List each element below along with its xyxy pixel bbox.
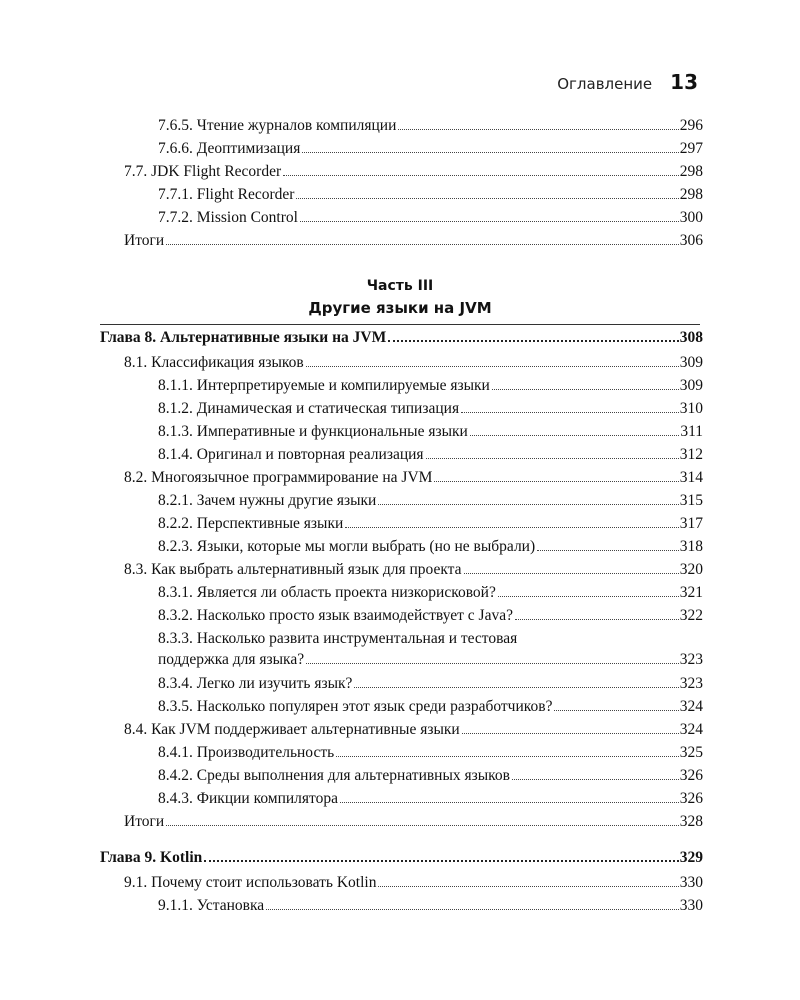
toc-entry-text: 8.2.2. Перспективные языки — [158, 515, 344, 532]
toc-entry-text: 8.2.3. Языки, которые мы могли выбрать (но не выбрали) — [158, 538, 536, 555]
leader-dots — [340, 802, 679, 803]
toc-entry-page: 298 — [679, 163, 703, 180]
toc-entry-text: 8.3.1. Является ли область проекта низкорисковой? — [158, 584, 496, 601]
leader-dots — [398, 129, 678, 130]
leader-dots — [537, 550, 679, 551]
toc-chapter-page: 329 — [679, 849, 703, 866]
toc-chapter-page: 308 — [679, 329, 703, 346]
leader-dots — [464, 573, 679, 574]
toc-entry-text: 8.1.1. Интерпретируемые и компилируемые языки — [158, 377, 490, 394]
toc-entry-page: 296 — [679, 117, 703, 134]
toc-entry — [158, 492, 703, 510]
leader-dots — [354, 687, 678, 688]
toc-entry-page: 324 — [679, 721, 703, 738]
toc-entry-page: 318 — [679, 538, 703, 555]
leader-dots — [302, 152, 678, 153]
toc-entry-page: 315 — [679, 492, 703, 509]
toc-chapter-entry — [100, 849, 703, 867]
toc-entry — [158, 584, 703, 602]
toc-entry-page: 330 — [679, 874, 703, 891]
toc-entry-page: 306 — [679, 232, 703, 249]
toc-entry — [158, 446, 703, 464]
leader-dots — [336, 756, 679, 757]
toc-entry-page: 326 — [679, 790, 703, 807]
leader-dots — [462, 733, 679, 734]
leader-dots — [512, 779, 679, 780]
toc-entry-page: 298 — [679, 186, 703, 203]
leader-dots — [461, 412, 679, 413]
toc-entry — [158, 186, 703, 204]
header-label: Оглавление — [557, 75, 653, 93]
toc-entry-text: 8.4.1. Производительность — [158, 744, 335, 761]
toc-entry-page: 317 — [679, 515, 703, 532]
toc-entry-text: 8.3. Как выбрать альтернативный язык для проекта — [124, 561, 462, 578]
leader-dots — [296, 198, 678, 199]
toc-entry — [158, 515, 703, 533]
toc-entry-text: 8.3.5. Насколько популярен этот язык среди разработчиков? — [158, 698, 553, 715]
toc-entry — [158, 538, 703, 556]
leader-dots — [306, 663, 679, 664]
leader-dots — [434, 481, 678, 482]
toc-entry-text-line1: 8.3.3. Насколько развита инструментальная и тестовая — [158, 630, 518, 647]
toc-entry-text: 7.7.2. Mission Control — [158, 209, 298, 226]
toc-entry-text: поддержка для языка? — [158, 651, 305, 668]
toc-entry-page: 323 — [679, 675, 703, 692]
toc-entry-text: Итоги — [124, 813, 165, 830]
toc-entry — [124, 874, 703, 892]
toc-entry-page: 300 — [679, 209, 703, 226]
section-divider — [100, 324, 700, 325]
leader-dots — [515, 619, 679, 620]
toc-entry-text: 8.2.1. Зачем нужны другие языки — [158, 492, 377, 509]
leader-dots — [345, 527, 678, 528]
toc-entry — [158, 209, 703, 227]
leader-dots — [388, 340, 679, 342]
toc-entry-page: 325 — [679, 744, 703, 761]
part-title: Другие языки на JVM — [308, 299, 492, 317]
toc-chapter-text: Глава 8. Альтернативные языки на JVM — [100, 329, 387, 346]
toc-entry — [124, 721, 703, 739]
toc-entry-text: 8.2. Многоязычное программирование на JVM — [124, 469, 433, 486]
leader-dots — [166, 825, 679, 826]
toc-entry-text: 8.4. Как JVM поддерживает альтернативные языки — [124, 721, 460, 738]
toc-entry-text: 9.1.1. Установка — [158, 897, 265, 914]
toc-entry — [158, 897, 703, 915]
toc-entry — [158, 651, 703, 669]
leader-dots — [283, 175, 679, 176]
toc-entry-text: 7.7.1. Flight Recorder — [158, 186, 295, 203]
toc-entry — [158, 744, 703, 762]
toc-entry-page: 326 — [679, 767, 703, 784]
toc-chapter-text: Глава 9. Kotlin — [100, 849, 203, 866]
leader-dots — [554, 710, 678, 711]
header-page-number: 13 — [670, 70, 698, 94]
toc-entry-text: 8.3.2. Насколько просто язык взаимодействует с Java? — [158, 607, 513, 624]
toc-entry-page: 310 — [679, 400, 703, 417]
toc-entry — [158, 607, 703, 625]
toc-entry — [158, 140, 703, 158]
toc-entry — [124, 561, 703, 579]
leader-dots — [306, 366, 679, 367]
leader-dots — [166, 244, 679, 245]
toc-entry-text: 8.4.2. Среды выполнения для альтернативных языков — [158, 767, 510, 784]
toc-entry-page: 312 — [679, 446, 703, 463]
toc-entry-page: 324 — [679, 698, 703, 715]
toc-entry-text: 8.1.3. Императивные и функциональные языки — [158, 423, 468, 440]
toc-entry-text: 8.1.4. Оригинал и повторная реализация — [158, 446, 424, 463]
toc-entry-page: 309 — [679, 377, 703, 394]
leader-dots — [204, 860, 678, 862]
leader-dots — [300, 221, 679, 222]
leader-dots — [378, 886, 678, 887]
toc-entry-text: 8.1.2. Динамическая и статическая типизация — [158, 400, 460, 417]
toc-entry-text: Итоги — [124, 232, 165, 249]
leader-dots — [378, 504, 678, 505]
toc-entry — [124, 813, 703, 831]
toc-entry-page: 314 — [679, 469, 703, 486]
toc-entry — [124, 232, 703, 250]
toc-entry-text: 7.6.5. Чтение журналов компиляции — [158, 117, 397, 134]
toc-entry-text: 7.7. JDK Flight Recorder — [124, 163, 282, 180]
part-number: Часть III — [366, 278, 434, 294]
toc-entry-text: 8.3.4. Легко ли изучить язык? — [158, 675, 353, 692]
toc-entry-page: 330 — [679, 897, 703, 914]
toc-entry — [158, 675, 703, 693]
toc-entry-text: 8.4.3. Фикции компилятора — [158, 790, 338, 807]
leader-dots — [492, 389, 679, 390]
running-header — [557, 70, 698, 94]
toc-entry-text: 7.6.6. Деоптимизация — [158, 140, 301, 157]
toc-entry-page: 320 — [679, 561, 703, 578]
toc-chapter-entry — [100, 329, 703, 347]
toc-entry — [124, 469, 703, 487]
leader-dots — [426, 458, 679, 459]
toc-entry-page: 328 — [679, 813, 703, 830]
toc-entry-page: 322 — [679, 607, 703, 624]
toc-entry-text: 8.1. Классификация языков — [124, 354, 304, 371]
toc-entry — [158, 117, 703, 135]
toc-entry — [158, 423, 703, 441]
leader-dots — [470, 435, 679, 436]
toc-entry-page: 309 — [679, 354, 703, 371]
toc-entry — [158, 377, 703, 395]
toc-entry-page: 321 — [679, 584, 703, 601]
leader-dots — [498, 596, 679, 597]
leader-dots — [266, 909, 679, 910]
toc-entry — [124, 163, 703, 181]
toc-entry — [158, 767, 703, 785]
toc-entry-text: 9.1. Почему стоит использовать Kotlin — [124, 874, 377, 891]
toc-entry — [158, 698, 703, 716]
toc-entry-page: 311 — [680, 423, 703, 440]
toc-entry-page: 323 — [679, 651, 703, 668]
toc-entry — [158, 400, 703, 418]
toc-entry — [124, 354, 703, 372]
toc-entry-page: 297 — [679, 140, 703, 157]
toc-entry — [158, 790, 703, 808]
